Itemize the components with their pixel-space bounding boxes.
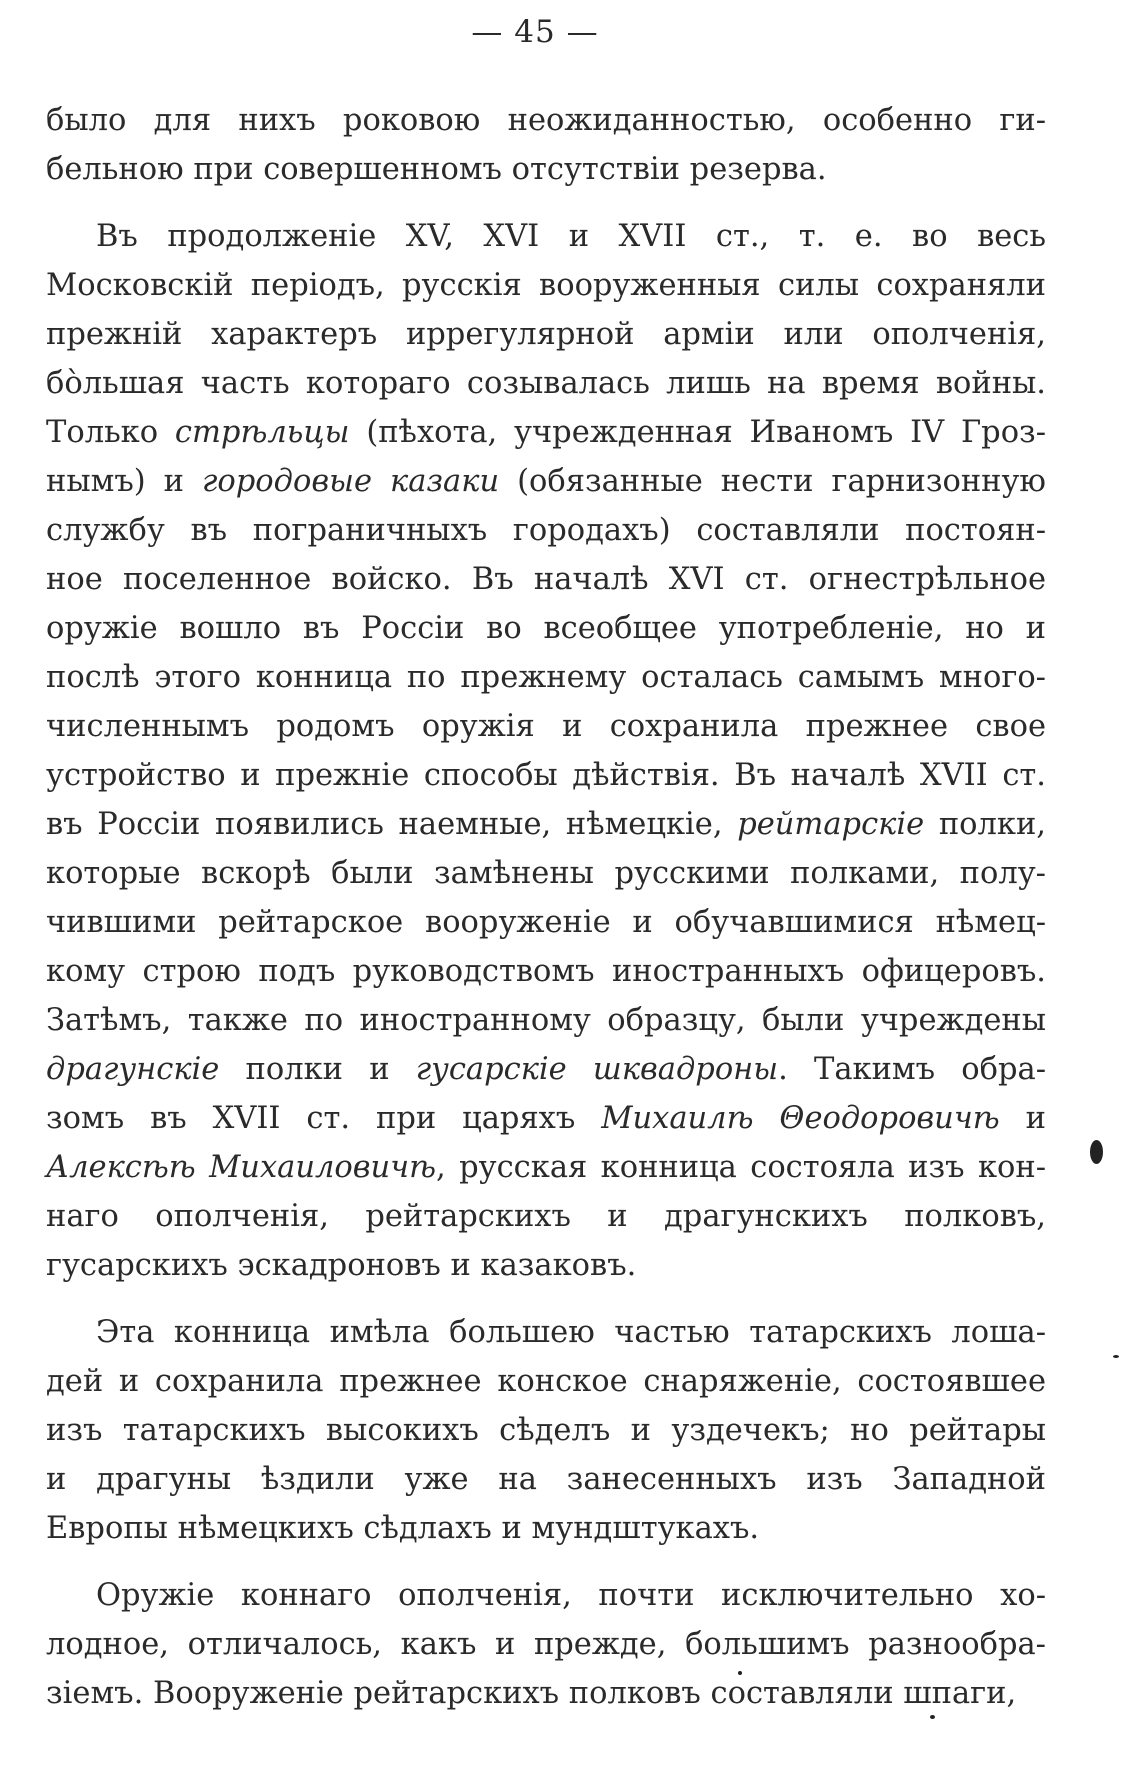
text-line (46, 261, 1046, 310)
text-line (46, 457, 1046, 506)
text-run: Только (46, 415, 175, 450)
text-line (46, 506, 1046, 555)
text-line (46, 1620, 1046, 1669)
text-run: (обязанные нести гарнизонную (499, 464, 1046, 499)
text-run: гусарскихъ эскадроновъ и казаковъ. (46, 1248, 637, 1283)
ink-blot (1090, 1140, 1103, 1164)
text-run: (пѣхота, учрежденная Иваномъ IV Гроз- (349, 415, 1046, 450)
text-line (46, 359, 1046, 408)
text-run: изъ татарскихъ высокихъ сѣделъ и уздечекъ; но рейтары (46, 1413, 1046, 1448)
text-run: зіемъ. Вооруженіе рейтарскихъ полковъ составляли шпаги, (46, 1676, 1017, 1711)
emphasized-term: городовые казаки (202, 464, 500, 499)
text-line (46, 1308, 1046, 1357)
text-line (46, 1192, 1046, 1241)
text-run: Оружіе коннаго ополченія, почти исключительно хо- (96, 1578, 1046, 1613)
text-line (46, 408, 1046, 457)
text-run: зомъ въ XVII ст. при царяхъ (46, 1101, 602, 1136)
paragraph (46, 1308, 1046, 1553)
text-line (46, 1406, 1046, 1455)
text-run: полки, (924, 807, 1046, 842)
text-run: было для нихъ роковою неожиданностью, особенно ги- (46, 103, 1046, 138)
ink-speck (1113, 1355, 1119, 1358)
ink-speck (930, 1715, 935, 1719)
text-line (46, 1504, 1046, 1553)
text-run: дей и сохранила прежнее конское снаряженіе, состоявшее (46, 1364, 1046, 1399)
ink-speck (738, 1671, 742, 1675)
text-line (46, 212, 1046, 261)
text-run: наго ополченія, рейтарскихъ и драгунскихъ полковъ, (46, 1199, 1046, 1234)
text-run: въ Россіи появились наемные, нѣмецкіе, (46, 807, 738, 842)
emphasized-term: рейтарскіе (737, 807, 925, 842)
text-run: . Такимъ обра- (778, 1052, 1047, 1087)
text-run: полки и (219, 1052, 416, 1087)
text-run: Въ продолженіе XV, XVI и XVII ст., т. е. во весь (96, 219, 1046, 254)
emphasized-term: Алексѣѣ Михаиловичѣ (46, 1150, 437, 1185)
text-line (46, 1045, 1046, 1094)
text-run: кому строю подъ руководствомъ иностранныхъ офицеровъ. (46, 954, 1046, 989)
text-run: которые вскорѣ были замѣнены русскими полками, полу- (46, 856, 1046, 891)
text-run: прежній характеръ иррегулярной арміи или ополченія, (46, 317, 1046, 352)
page-number: — 45 — (471, 14, 599, 50)
text-run: бельною при совершенномъ отсутствіи резерва. (46, 152, 827, 187)
text-line (46, 604, 1046, 653)
text-run: Эта конница имѣла большею частью татарскихъ лоша- (96, 1315, 1046, 1350)
text-run: Затѣмъ, также по иностранному образцу, были учреждены (46, 1003, 1046, 1038)
text-run: послѣ этого конница по прежнему осталась самымъ много- (46, 660, 1046, 695)
emphasized-term: стрѣльцы (174, 415, 350, 450)
paragraph (46, 96, 1046, 194)
emphasized-term: гусарскіе шквадроны (415, 1052, 779, 1087)
text-line (46, 996, 1046, 1045)
text-line (46, 310, 1046, 359)
text-line (46, 1455, 1046, 1504)
text-line (46, 1571, 1046, 1620)
text-line (46, 849, 1046, 898)
emphasized-term: Михаилѣ Θеодоровичѣ (601, 1101, 1000, 1136)
text-line (46, 653, 1046, 702)
text-line (46, 947, 1046, 996)
body-text (46, 96, 1046, 1736)
text-run: и (999, 1101, 1046, 1136)
text-run: оружіе вошло въ Россіи во всеобщее употребленіе, но и (46, 611, 1046, 646)
text-line (46, 145, 1046, 194)
text-line (46, 751, 1046, 800)
paragraph (46, 212, 1046, 1290)
text-run: и драгуны ѣздили уже на занесенныхъ изъ Западной (46, 1462, 1046, 1497)
text-line (46, 1357, 1046, 1406)
emphasized-term: драгунскіе (46, 1052, 220, 1087)
text-run: службу въ пограничныхъ городахъ) составляли постоян- (46, 513, 1046, 548)
text-line (46, 800, 1046, 849)
paragraph (46, 1571, 1046, 1718)
text-line (46, 96, 1046, 145)
text-run: нымъ) и (46, 464, 202, 499)
text-run: ное поселенное войско. Въ началѣ XVI ст. огнестрѣльное (46, 562, 1046, 597)
text-run: Европы нѣмецкихъ сѣдлахъ и мундштукахъ. (46, 1511, 760, 1546)
text-line (46, 555, 1046, 604)
text-run: бо̀льшая часть котораго созывалась лишь на время войны. (46, 366, 1046, 401)
text-run: численнымъ родомъ оружія и сохранила прежнее свое (46, 709, 1046, 744)
text-line (46, 1143, 1046, 1192)
text-line (46, 1094, 1046, 1143)
text-line (46, 702, 1046, 751)
text-run: Московскій періодъ, русскія вооруженныя силы сохраняли (46, 268, 1046, 303)
text-run: чившими рейтарское вооруженіе и обучавшимися нѣмец- (46, 905, 1046, 940)
text-line (46, 1241, 1046, 1290)
text-run: лодное, отличалось, какъ и прежде, большимъ разнообра- (46, 1627, 1046, 1662)
text-run: , русская конница состояла изъ кон- (436, 1150, 1046, 1185)
text-line (46, 1669, 1046, 1718)
text-run: устройство и прежніе способы дѣйствія. Въ началѣ XVII ст. (46, 758, 1046, 793)
text-line (46, 898, 1046, 947)
